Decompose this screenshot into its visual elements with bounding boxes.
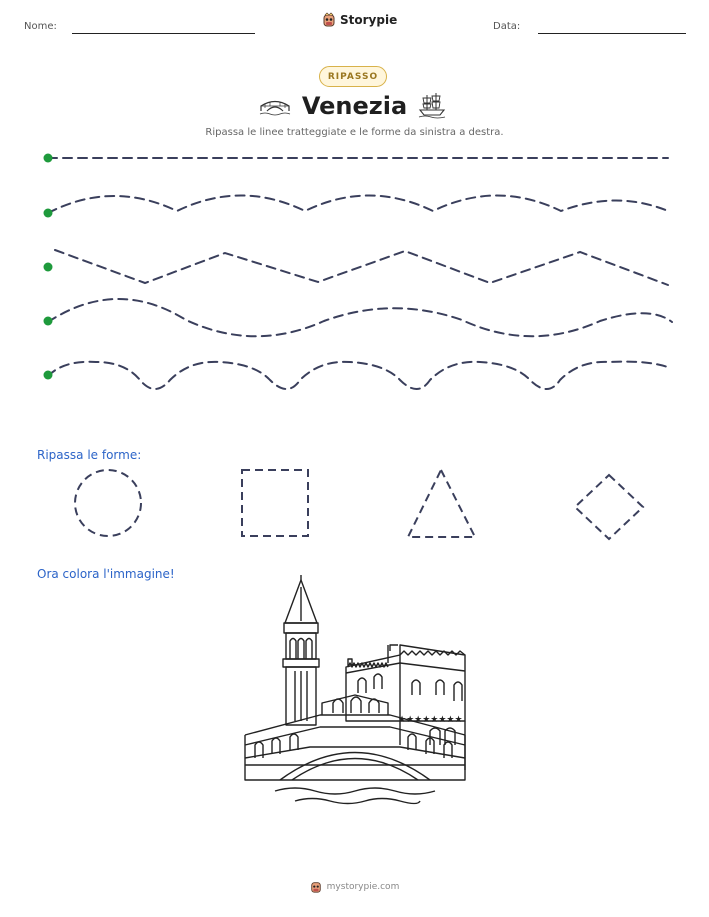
start-dot xyxy=(44,371,53,380)
footer-url[interactable]: mystorypie.com xyxy=(326,882,400,892)
start-dot xyxy=(44,317,53,326)
shape-square[interactable] xyxy=(242,470,308,536)
start-dot xyxy=(44,209,53,218)
venice-coloring-illustration[interactable] xyxy=(240,575,470,810)
date-line[interactable] xyxy=(538,33,686,34)
tracing-area xyxy=(0,140,709,400)
svg-text:★★★★★★★★: ★★★★★★★★ xyxy=(398,715,463,725)
start-dot xyxy=(44,154,53,163)
brand xyxy=(322,12,397,28)
tracing-line-wave-2[interactable] xyxy=(48,299,672,336)
footer xyxy=(0,880,709,894)
ship-icon xyxy=(417,92,447,118)
brand-name: Storypie xyxy=(340,13,398,27)
tracing-line-zigzag[interactable] xyxy=(55,250,668,285)
shape-diamond[interactable] xyxy=(575,475,643,539)
storypie-logo-icon xyxy=(322,12,336,28)
instructions: Ripassa le linee tratteggiate e le forme da sinistra a destra. xyxy=(205,127,504,138)
review-badge: RIPASSO xyxy=(319,66,387,87)
name-line[interactable] xyxy=(72,33,255,34)
name-label: Nome: xyxy=(24,21,57,32)
storypie-logo-icon xyxy=(310,880,322,894)
shapes-area xyxy=(0,465,709,545)
shape-circle[interactable] xyxy=(75,470,141,536)
shapes-section-label: Ripassa le forme: xyxy=(37,448,142,462)
shape-triangle[interactable] xyxy=(408,470,475,537)
coloring-section-label: Ora colora l'immagine! xyxy=(37,567,175,581)
tracing-line-wave-3[interactable] xyxy=(48,362,670,389)
tracing-line-wave-1[interactable] xyxy=(48,196,668,214)
date-label: Data: xyxy=(493,21,521,32)
start-dot xyxy=(44,263,53,272)
page-title: Venezia xyxy=(301,92,408,120)
